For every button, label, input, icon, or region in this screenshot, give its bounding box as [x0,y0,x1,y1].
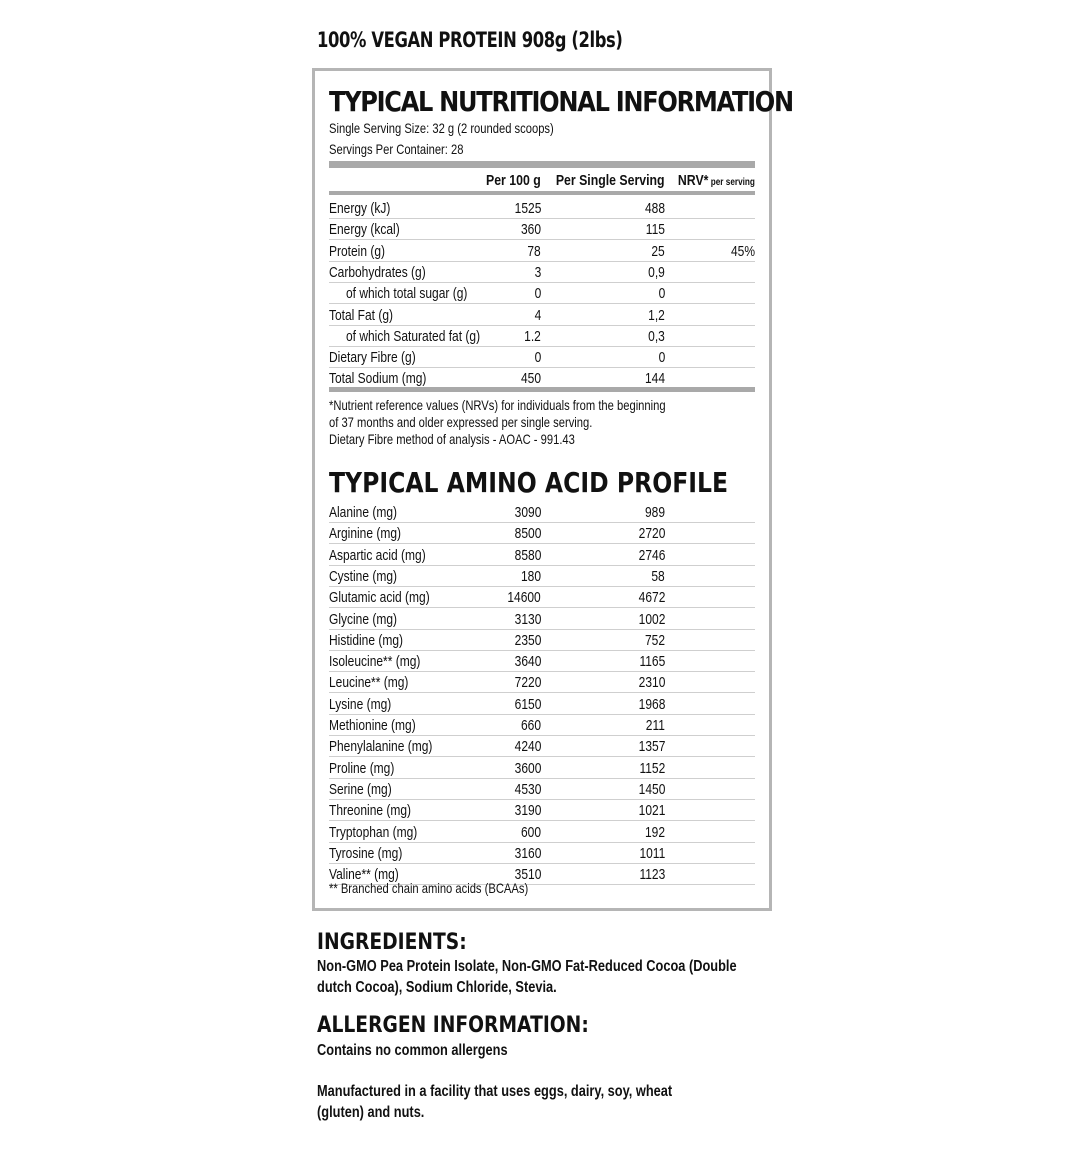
per-100g-value: 0 [534,349,541,367]
table-row [329,241,755,262]
allergen-line-3: (gluten) and nuts. [317,1104,425,1121]
table-row [329,822,755,843]
per-100g-value: 3510 [514,866,541,884]
per-100g-value: 3640 [514,653,541,671]
product-title: 100% VEGAN PROTEIN 908g (2lbs) [317,28,623,52]
per-serving-value: 1002 [638,610,665,628]
row-label: Leucine** (mg) [329,674,409,692]
per-serving-value: 0,9 [648,263,665,281]
bcaa-footnote: ** Branched chain amino acids (BCAAs) [329,880,529,896]
row-label: Arginine (mg) [329,525,402,543]
allergen-line-2: Manufactured in a facility that uses eggs, dairy, soy, wheat [317,1083,673,1100]
per-100g-value: 78 [527,242,541,260]
fibre-method-note: Dietary Fibre method of analysis - AOAC - 991.43 [329,431,575,447]
table-row [329,566,755,587]
table-row [329,326,755,347]
per-serving-value: 192 [644,823,665,841]
row-label: Alanine (mg) [329,504,398,521]
per-100g-value: 8580 [514,546,541,564]
table-row [329,736,755,757]
row-label: Tryptophan (mg) [329,823,418,841]
per-100g-value: 3160 [514,844,541,862]
per-serving-value: 58 [651,567,665,585]
row-label: Isoleucine** (mg) [329,653,421,671]
per-serving-value: 989 [644,504,665,521]
row-label: Lysine (mg) [329,695,392,713]
nutrition-title: TYPICAL NUTRITIONAL INFORMATION [329,85,793,118]
per-serving-value: 2310 [638,674,665,692]
table-row [329,305,755,326]
table-row [329,523,755,544]
servings-per-container: Servings Per Container: 28 [329,141,464,157]
table-row [329,672,755,693]
per-100g-value: 3190 [514,802,541,820]
per-100g-value: 4240 [514,738,541,756]
per-serving-value: 211 [645,717,665,734]
table-row [329,262,755,283]
ingredients-line-1: Non-GMO Pea Protein Isolate, Non-GMO Fat-Reduced Cocoa (Double [317,958,737,975]
per-serving-value: 0,3 [648,327,665,345]
row-label: Glycine (mg) [329,610,398,628]
per-serving-value: 0 [658,349,665,367]
col-per-serving: Per Single Serving [556,172,665,189]
row-label: Total Fat (g) [329,306,394,324]
row-label: Phenylalanine (mg) [329,738,433,756]
table-row [329,198,755,219]
per-100g-value: 14600 [507,589,541,607]
nrv-note: per serving [708,177,755,188]
per-100g-value: 2350 [514,631,541,649]
per-100g-value: 4530 [514,780,541,798]
table-row [329,219,755,240]
per-serving-value: 488 [644,200,665,217]
row-label: Threonine (mg) [329,802,412,820]
table-row [329,843,755,864]
per-100g-value: 0 [534,285,541,303]
per-serving-value: 115 [645,221,665,239]
per-100g-value: 3090 [514,504,541,521]
row-label: of which Saturated fat (g) [346,327,481,345]
table-row [329,779,755,800]
row-label: Proline (mg) [329,759,395,777]
per-serving-value: 1011 [639,844,665,862]
per-100g-value: 600 [520,823,541,841]
ingredients-title: INGREDIENTS: [317,930,467,955]
per-serving-value: 1165 [639,653,665,671]
table-row [329,609,755,630]
row-label: Glutamic acid (mg) [329,589,430,607]
table-row [329,715,755,736]
nrv-label: NRV* [677,172,709,189]
column-header-rule [329,191,755,195]
per-serving-value: 752 [644,631,665,649]
table-row [329,283,755,304]
per-serving-value: 1021 [638,802,665,820]
per-serving-value: 1450 [638,780,665,798]
nrv-footnote-2: of 37 months and older expressed per single serving. [329,414,593,430]
table-row [329,694,755,715]
per-100g-value: 8500 [514,525,541,543]
per-serving-value: 0 [658,285,665,303]
row-label: Methionine (mg) [329,717,416,734]
per-serving-value: 1152 [639,759,665,777]
nutrition-panel [312,68,793,911]
row-label: Energy (kcal) [329,221,400,239]
row-label: Cystine (mg) [329,567,398,585]
nrv-footnote-1: *Nutrient reference values (NRVs) for individuals from the beginning [329,397,666,413]
per-100g-value: 4 [534,306,541,324]
row-label: Dietary Fibre (g) [329,349,416,367]
per-serving-value: 1968 [638,695,665,713]
per-serving-value: 2720 [638,525,665,543]
row-label: Histidine (mg) [329,631,404,649]
per-100g-value: 660 [520,717,541,734]
per-100g-value: 7220 [514,674,541,692]
per-serving-value: 25 [651,242,665,260]
per-serving-value: 144 [644,370,665,388]
row-label: Total Sodium (mg) [329,370,427,388]
table-row [329,651,755,672]
allergen-title: ALLERGEN INFORMATION: [317,1013,589,1038]
col-per-100g: Per 100 g [486,172,541,189]
row-label: Tyrosine (mg) [329,844,403,862]
per-100g-value: 3 [534,263,541,281]
per-100g-value: 450 [520,370,541,388]
ingredients-line-2: dutch Cocoa), Sodium Chloride, Stevia. [317,979,557,996]
row-label: Valine** (mg) [329,866,399,884]
row-label: Protein (g) [329,242,386,260]
table-row [329,800,755,821]
per-100g-value: 3130 [514,610,541,628]
row-label: Aspartic acid (mg) [329,546,426,564]
nrv-value: 45% [730,242,755,260]
row-label: Carbohydrates (g) [329,263,426,281]
per-100g-value: 6150 [514,695,541,713]
table-row [329,758,755,779]
table-row [329,587,755,608]
row-label: Energy (kJ) [329,200,391,217]
per-100g-value: 3600 [514,759,541,777]
header-bar [329,161,755,168]
table-bottom-bar [329,387,755,392]
per-100g-value: 1.2 [524,327,541,345]
row-label: Serine (mg) [329,780,392,798]
table-row [329,545,755,566]
col-nrv [678,172,755,189]
per-serving-value: 1357 [638,738,665,756]
table-row [329,630,755,651]
amino-title: TYPICAL AMINO ACID PROFILE [329,466,729,499]
per-serving-value: 1123 [639,866,665,884]
per-serving-value: 4672 [638,589,665,607]
table-row [329,502,755,523]
per-100g-value: 360 [520,221,541,239]
allergen-line-1: Contains no common allergens [317,1042,508,1059]
per-serving-value: 2746 [638,546,665,564]
table-row [329,347,755,368]
serving-size: Single Serving Size: 32 g (2 rounded scoops) [329,120,554,136]
per-100g-value: 1525 [514,200,541,217]
per-100g-value: 180 [520,567,541,585]
per-serving-value: 1,2 [648,306,665,324]
row-label: of which total sugar (g) [346,285,468,303]
